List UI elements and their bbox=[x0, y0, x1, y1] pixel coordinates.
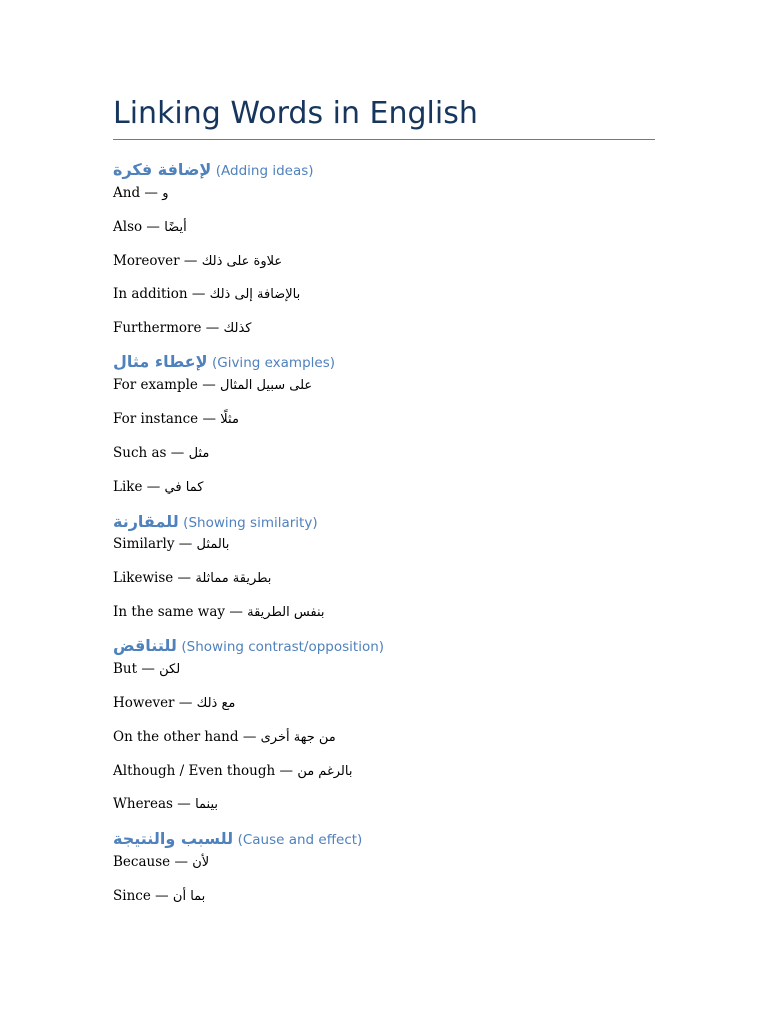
term-arabic: على سبيل المثال bbox=[220, 378, 313, 393]
term-arabic: كذلك bbox=[223, 321, 252, 336]
section-heading-english: (Cause and effect) bbox=[237, 832, 363, 848]
separator: — bbox=[146, 219, 160, 235]
section-heading-arabic: لإعطاء مثال bbox=[113, 352, 208, 371]
separator: — bbox=[178, 695, 193, 711]
list-item bbox=[113, 409, 239, 429]
term-arabic: بالمثل bbox=[196, 537, 230, 552]
section-heading-arabic: لإضافة فكرة bbox=[113, 160, 212, 179]
list-item bbox=[113, 852, 209, 872]
term-english: Likewise bbox=[113, 570, 174, 586]
separator: — bbox=[146, 479, 161, 495]
list-item bbox=[113, 568, 271, 588]
section-heading-arabic: للتناقض bbox=[113, 636, 177, 655]
list-item bbox=[113, 477, 203, 497]
term-arabic: بينما bbox=[195, 797, 219, 812]
separator: — bbox=[141, 661, 155, 677]
list-item bbox=[113, 284, 300, 304]
term-english: But bbox=[113, 661, 138, 677]
separator: — bbox=[178, 536, 193, 552]
term-arabic: علاوة على ذلك bbox=[201, 254, 283, 269]
list-item bbox=[113, 794, 218, 814]
section-heading-showing-similarity bbox=[113, 511, 318, 533]
separator: — bbox=[242, 729, 257, 745]
term-arabic: من جهة أخرى bbox=[260, 730, 336, 745]
term-english: Whereas bbox=[113, 796, 173, 812]
term-english: For instance bbox=[113, 411, 199, 427]
separator: — bbox=[174, 854, 188, 870]
term-arabic: لكن bbox=[159, 662, 181, 677]
section-heading-english: (Showing contrast/opposition) bbox=[181, 639, 385, 655]
term-english: In addition bbox=[113, 286, 188, 302]
term-arabic: بطريقة مماثلة bbox=[195, 571, 272, 586]
separator: — bbox=[202, 411, 216, 427]
term-english: However bbox=[113, 695, 175, 711]
section-heading-giving-examples bbox=[113, 351, 335, 373]
term-english: Such as bbox=[113, 445, 167, 461]
list-item bbox=[113, 727, 336, 747]
term-arabic: بنفس الطريقة bbox=[247, 605, 325, 620]
separator: — bbox=[177, 796, 191, 812]
section-heading-adding-ideas bbox=[113, 159, 314, 181]
separator: — bbox=[177, 570, 192, 586]
term-arabic: مثل bbox=[188, 446, 210, 461]
separator: — bbox=[205, 320, 220, 336]
list-item bbox=[113, 761, 352, 781]
separator: — bbox=[279, 763, 294, 779]
term-arabic: مثلًا bbox=[220, 412, 239, 427]
page-title: Linking Words in English bbox=[113, 96, 478, 131]
term-english: Like bbox=[113, 479, 143, 495]
term-arabic: كما في bbox=[164, 480, 204, 495]
term-english: On the other hand bbox=[113, 729, 239, 745]
term-arabic: لأن bbox=[192, 855, 210, 870]
term-english: Moreover bbox=[113, 253, 180, 269]
section-heading-showing-contrast bbox=[113, 635, 384, 657]
term-arabic: بالرغم من bbox=[297, 764, 353, 779]
term-english: Although / Even though bbox=[113, 763, 276, 779]
term-english: For example bbox=[113, 377, 198, 393]
list-item bbox=[113, 183, 168, 203]
list-item bbox=[113, 659, 180, 679]
list-item bbox=[113, 443, 209, 463]
term-arabic: مع ذلك bbox=[196, 696, 236, 711]
separator: — bbox=[202, 377, 216, 393]
list-item bbox=[113, 375, 312, 395]
term-arabic: بما أن bbox=[172, 889, 206, 904]
separator: — bbox=[183, 253, 198, 269]
term-arabic: و bbox=[162, 186, 169, 201]
list-item bbox=[113, 534, 229, 554]
separator: — bbox=[155, 888, 169, 904]
title-underline bbox=[113, 139, 655, 140]
section-heading-arabic: للمقارنة bbox=[113, 512, 179, 531]
list-item bbox=[113, 318, 251, 338]
term-english: In the same way bbox=[113, 604, 226, 620]
separator: — bbox=[229, 604, 243, 620]
section-heading-arabic: للسبب والنتيجة bbox=[113, 829, 234, 848]
section-heading-cause-and-effect bbox=[113, 828, 362, 850]
separator: — bbox=[191, 286, 206, 302]
separator: — bbox=[170, 445, 185, 461]
list-item bbox=[113, 251, 282, 271]
list-item bbox=[113, 693, 235, 713]
list-item bbox=[113, 602, 325, 622]
separator: — bbox=[144, 185, 158, 201]
term-english: Also bbox=[113, 219, 143, 235]
section-heading-english: (Showing similarity) bbox=[183, 515, 318, 531]
term-english: Since bbox=[113, 888, 151, 904]
term-arabic: بالإضافة إلى ذلك bbox=[209, 287, 301, 302]
section-heading-english: (Adding ideas) bbox=[215, 163, 314, 179]
term-arabic: أيضًا bbox=[164, 220, 187, 235]
section-heading-english: (Giving examples) bbox=[211, 355, 336, 371]
term-english: Similarly bbox=[113, 536, 175, 552]
list-item bbox=[113, 886, 205, 906]
term-english: Furthermore bbox=[113, 320, 202, 336]
list-item bbox=[113, 217, 187, 237]
term-english: And bbox=[113, 185, 141, 201]
term-english: Because bbox=[113, 854, 171, 870]
